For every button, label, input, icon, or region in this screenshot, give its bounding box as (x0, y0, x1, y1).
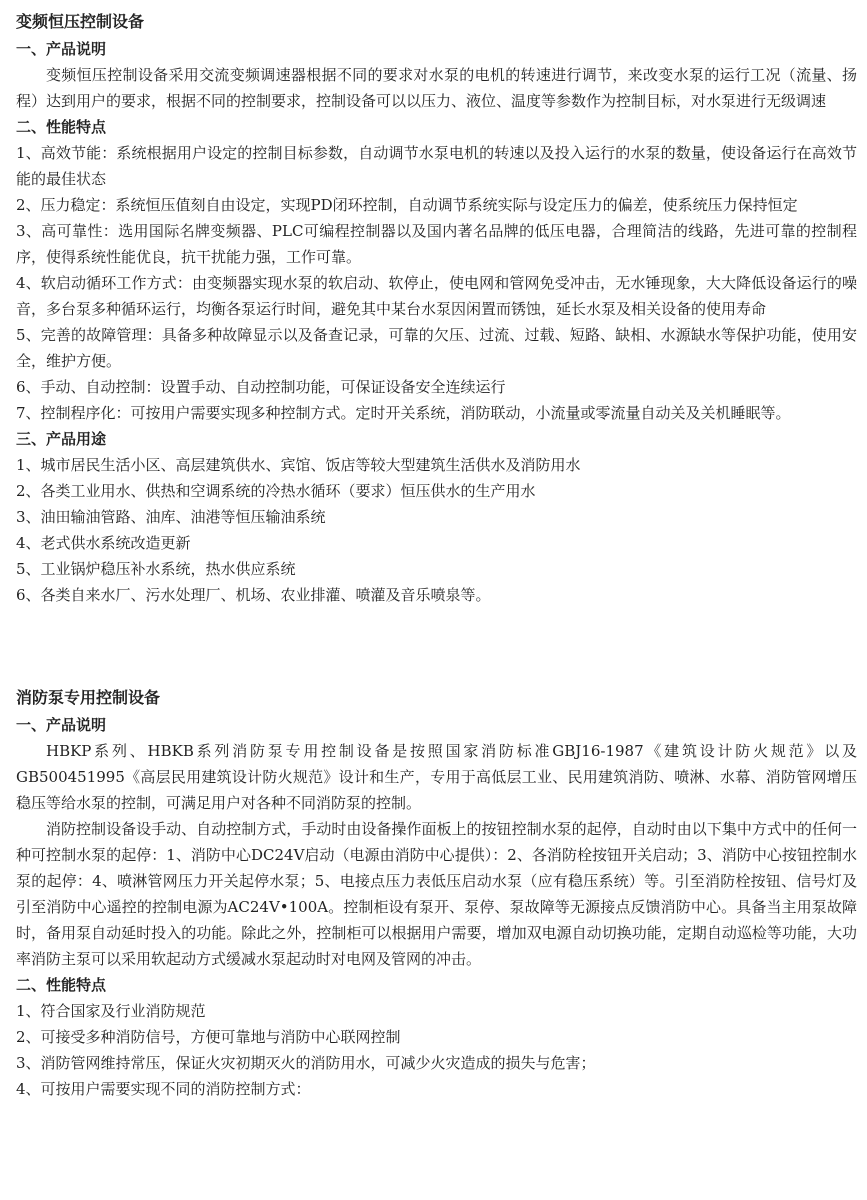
list-item: 2、各类工业用水、供热和空调系统的冷热水循环（要求）恒压供水的生产用水 (16, 482, 536, 500)
section-spacer (16, 608, 857, 684)
list-item: 6、各类自来水厂、污水处理厂、机场、农业排灌、喷灌及音乐喷泉等。 (16, 586, 491, 604)
list-item: 1、符合国家及行业消防规范 (16, 1002, 206, 1020)
list-item: 2、可接受多种消防信号，方便可靠地与消防中心联网控制 (16, 1028, 401, 1046)
feature-list (16, 140, 857, 426)
heading-features: 二、性能特点 (16, 118, 107, 136)
section-variable-frequency (16, 8, 857, 608)
product-description: 变频恒压控制设备采用交流变频调速器根据不同的要求对水泵的电机的转速进行调节，来改变水泵的运行工况（流量、扬程）达到用户的要求，根据不同的控制要求，控制设备可以以压力、液位、温度等参数作为控制目标，对水泵进行无级调速 (16, 66, 857, 110)
section-fire-pump (16, 684, 857, 1102)
list-item: 5、完善的故障管理：具备多种故障显示以及备查记录，可靠的欠压、过流、过载、短路、缺相、水源缺水等保护功能，使用安全，维护方便。 (16, 326, 857, 370)
uses-list (16, 452, 857, 608)
list-item: 3、消防管网维持常压，保证火灾初期灭火的消防用水，可减少火灾造成的损失与危害； (16, 1054, 596, 1072)
list-item: 2、压力稳定：系统恒压值刻自由设定，实现PD闭环控制，自动调节系统实际与设定压力的偏差，使系统压力保持恒定 (16, 196, 798, 214)
list-item: 5、工业锅炉稳压补水系统，热水供应系统 (16, 560, 296, 578)
list-item: 4、可按用户需要实现不同的消防控制方式： (16, 1080, 311, 1098)
heading-uses: 三、产品用途 (16, 430, 107, 448)
list-item: 4、软启动循环工作方式：由变频器实现水泵的软启动、软停止，使电网和管网免受冲击，无水锤现象，大大降低设备运行的噪音，多台泵多种循环运行，均衡各泵运行时间，避免其中某台水泵因闲置而锈蚀，延长水泵及相关设备的使用寿命 (16, 274, 857, 318)
list-item: 3、高可靠性：选用国际名牌变频器、PLC可编程控制器以及国内著名品牌的低压电器，合理简洁的线路，先进可靠的控制程序，使得系统性能优良，抗干扰能力强，工作可靠。 (16, 222, 857, 266)
list-item: 1、高效节能：系统根据用户设定的控制目标参数，自动调节水泵电机的转速以及投入运行的水泵的数量，使设备运行在高效节能的最佳状态 (16, 144, 857, 188)
list-item: 6、手动、自动控制：设置手动、自动控制功能，可保证设备安全连续运行 (16, 378, 506, 396)
list-item: 4、老式供水系统改造更新 (16, 534, 191, 552)
list-item: 1、城市居民生活小区、高层建筑供水、宾馆、饭店等较大型建筑生活供水及消防用水 (16, 456, 581, 474)
list-item: 3、油田输油管路、油库、油港等恒压输油系统 (16, 508, 326, 526)
control-description: 消防控制设备设手动、自动控制方式，手动时由设备操作面板上的按钮控制水泵的起停，自动时由以下集中方式中的任何一种可控制水泵的起停：1、消防中心DC24V启动（电源由消防中心提供）：2、各消防栓按钮开关启动；3、消防中心按钮控制水泵的起停：4、喷淋管网压力开关起停水泵；5、电接点压力表低压启动水泵（应有稳压系统）等。引至消防栓按钮、信号灯及引至消防中心遥控的控制电源为AC24V•100A。控制柜设有泵开、泵停、泵故障等无源接点反馈消防中心。具备当主用泵故障时，备用泵自动延时投入的功能。除此之外，控制柜可以根据用户需要，增加双电源自动切换功能，定期自动巡检等功能，大功率消防主泵可以采用软起动方式缓减水泵起动时对电网及管网的冲击。 (16, 820, 857, 968)
section-title: 消防泵专用控制设备 (16, 688, 161, 707)
section-title: 变频恒压控制设备 (16, 12, 145, 31)
product-description: HBKP系列、HBKB系列消防泵专用控制设备是按照国家消防标准GBJ16-1987《建筑设计防火规范》以及GB500451995《高层民用建筑设计防火规范》设计和生产，专用于高低层工业、民用建筑消防、喷淋、水幕、消防管网增压稳压等给水泵的控制，可满足用户对各种不同消防泵的控制。 (16, 742, 857, 812)
list-item: 7、控制程序化：可按用户需要实现多种控制方式。定时开关系统，消防联动，小流量或零流量自动关及关机睡眠等。 (16, 404, 791, 422)
heading-features: 二、性能特点 (16, 976, 107, 994)
heading-product-description: 一、产品说明 (16, 40, 107, 58)
heading-product-description: 一、产品说明 (16, 716, 107, 734)
feature-list (16, 998, 857, 1102)
